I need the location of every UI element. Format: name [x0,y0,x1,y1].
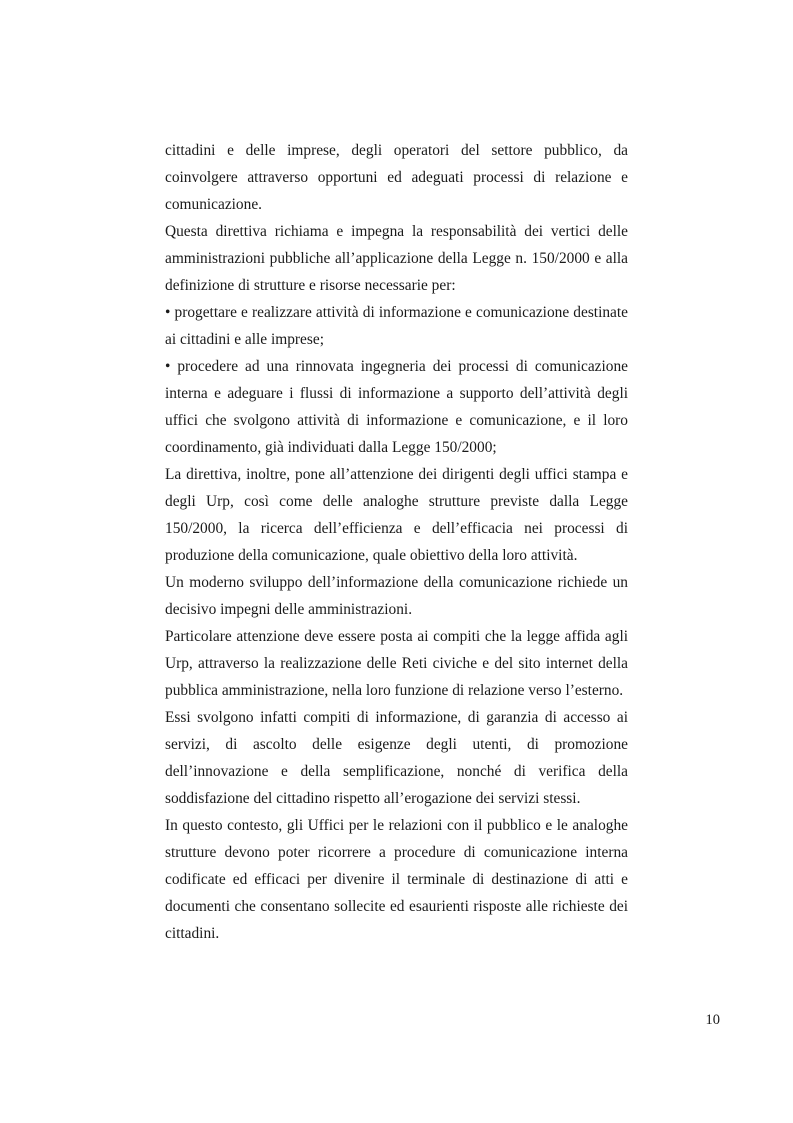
paragraph: Essi svolgono infatti compiti di informazione, di garanzia di accesso ai servizi, di ascolto delle esigenze degli utenti, di promozione dell’innovazione e della semplificazione, nonché di verifica della soddisfazione del cittadino rispetto all’erogazione dei servizi stessi. [165,709,628,807]
bullet-item: • progettare e realizzare attività di informazione e comunicazione destinate ai cittadini e alle imprese; [165,304,628,348]
paragraph: Un moderno sviluppo dell’informazione della comunicazione richiede un decisivo impegni delle amministrazioni. [165,574,628,618]
paragraph: In questo contesto, gli Uffici per le relazioni con il pubblico e le analoghe strutture devono poter ricorrere a procedure di comunicazione interna codificate ed efficaci per divenire il terminale di destinazione di atti e documenti che consentano sollecite ed esaurienti risposte alle richieste dei cittadini. [165,817,628,942]
paragraph: cittadini e delle imprese, degli operatori del settore pubblico, da coinvolgere attraverso opportuni ed adeguati processi di relazione e comunicazione. [165,142,628,213]
paragraph: La direttiva, inoltre, pone all’attenzione dei dirigenti degli uffici stampa e degli Urp, così come delle analoghe strutture previste dalla Legge 150/2000, la ricerca dell’efficienza e dell’efficacia nei processi di produzione della comunicazione, quale obiettivo della loro attività. [165,466,628,564]
bullet-item: • procedere ad una rinnovata ingegneria dei processi di comunicazione interna e adeguare i flussi di informazione a supporto dell’attività degli uffici che svolgono attività di informazione e comunicazione, e il loro coordinamento, già individuati dalla Legge 150/2000; [165,358,628,456]
page-number: 10 [705,1012,720,1028]
paragraph: Questa direttiva richiama e impegna la responsabilità dei vertici delle amministrazioni pubbliche all’applicazione della Legge n. 150/2000 e alla definizione di strutture e risorse necessarie per: [165,223,628,294]
body-text [165,137,628,947]
paragraph: Particolare attenzione deve essere posta ai compiti che la legge affida agli Urp, attraverso la realizzazione delle Reti civiche e del sito internet della pubblica amministrazione, nella loro funzione di relazione verso l’esterno. [165,628,628,699]
